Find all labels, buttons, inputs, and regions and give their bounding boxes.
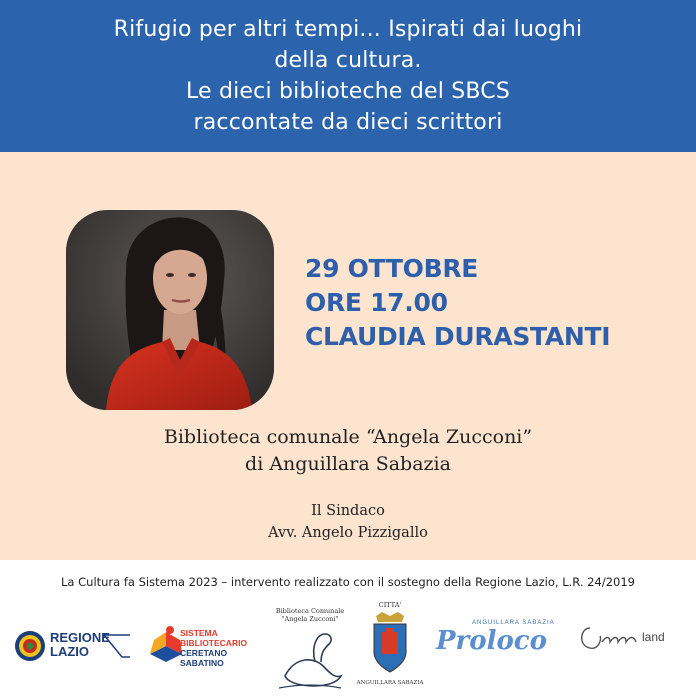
land-logo <box>576 624 686 656</box>
main-panel <box>0 152 696 560</box>
regione-word: REGIONE <box>50 630 110 645</box>
event-author: CLAUDIA DURASTANTI <box>305 322 611 351</box>
biblioteca-logo-line-1: Biblioteca Comunale <box>275 607 345 615</box>
mayor-block <box>0 500 696 544</box>
header-banner <box>0 0 696 152</box>
event-date: 29 OTTOBRE <box>305 254 479 283</box>
author-portrait <box>66 210 274 410</box>
portrait-image <box>66 210 274 410</box>
mayor-title: Il Sindaco <box>311 503 385 519</box>
citta-name: ANGUILLARA SABAZIA <box>356 680 424 686</box>
sbcs-text <box>180 628 247 668</box>
header-line-1: Rifugio per altri tempi... Ispirati dai luoghi <box>113 17 583 42</box>
citta-anguillara-logo <box>356 601 424 696</box>
regione-lazio-lines-icon <box>102 631 132 661</box>
venue-line-2: di Anguillara Sabazia <box>245 453 451 475</box>
citta-label: CITTA' <box>378 601 402 609</box>
funding-credit: La Cultura fa Sistema 2023 – intervento realizzato con il sostegno della Regione Lazio, L.R. 24/2019 <box>61 575 635 589</box>
sbcs-logo <box>146 622 261 668</box>
sbcs-line-2: BIBLIOTECARIO <box>180 638 248 648</box>
proloco-logo <box>432 620 564 660</box>
sbcs-line-4: SABATINO <box>180 658 224 668</box>
header-line-2: della cultura. <box>274 48 422 73</box>
footer <box>0 560 696 696</box>
header-line-3: Le dieci biblioteche del SBCS <box>185 79 511 104</box>
sbcs-line-1: SISTEMA <box>180 628 218 638</box>
proloco-small: ANGUILLARA SABAZIA <box>472 620 555 626</box>
mayor-name: Avv. Angelo Pizzigallo <box>268 525 428 541</box>
event-details <box>305 252 610 354</box>
swan-icon <box>275 626 345 692</box>
regione-lazio-emblem-icon <box>14 630 46 662</box>
lazio-word: LAZIO <box>50 644 89 659</box>
venue-line-1: Biblioteca comunale “Angela Zucconi” <box>163 426 533 448</box>
biblioteca-logo-line-2: "Angela Zucconi" <box>281 614 339 623</box>
regione-lazio-text <box>50 631 110 659</box>
land-word: land <box>642 630 665 644</box>
coat-of-arms-icon <box>368 612 412 674</box>
biblioteca-logo-text <box>270 608 350 623</box>
venue <box>0 424 696 478</box>
header-line-4: raccontate da dieci scrittori <box>193 110 503 135</box>
land-script-icon <box>576 624 640 654</box>
event-time: ORE 17.00 <box>305 288 448 317</box>
sbcs-line-3: CERETANO <box>180 648 228 658</box>
proloco-word: Proloco <box>436 626 547 656</box>
regione-lazio-logo <box>14 628 132 664</box>
biblioteca-logo <box>270 606 350 692</box>
